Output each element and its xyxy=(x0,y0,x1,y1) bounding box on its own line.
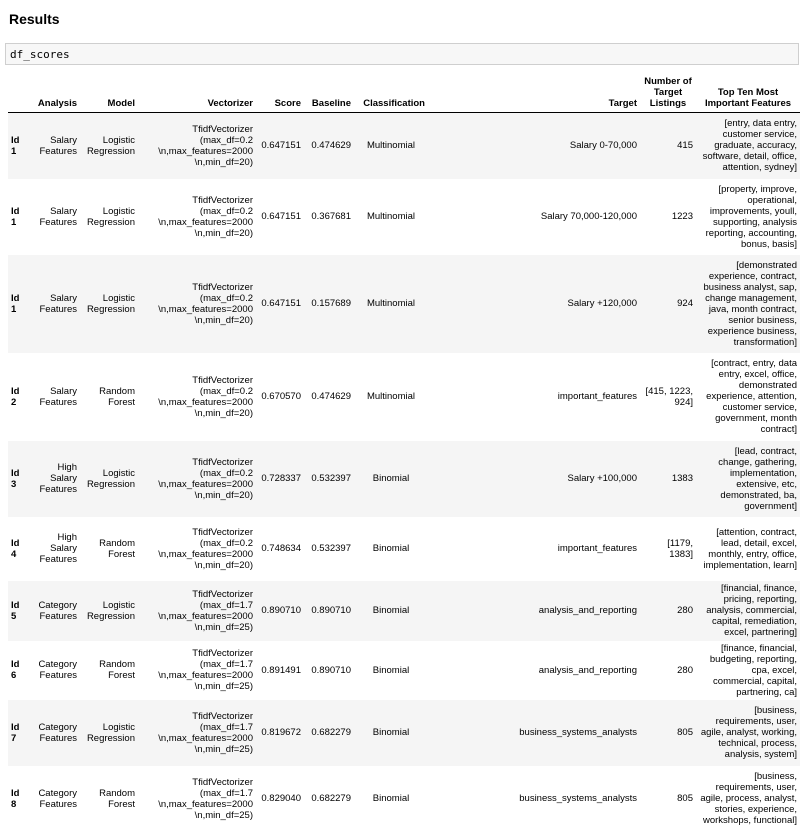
cell-model: Random Forest xyxy=(99,659,135,681)
cell-vectorizer: TfidfVectorizer (max_df=1.7 \n,max_features=2000 \n,min_df=25) xyxy=(158,776,253,821)
cell-analysis: High Salary Features xyxy=(39,462,77,495)
cell-classification: Binomial xyxy=(372,543,410,554)
cell-id: Id 3 xyxy=(11,467,20,490)
cell-features: [entry, data entry, customer service, graduate, accuracy, software, detail, office, attention, sydney] xyxy=(702,118,797,174)
cell-vectorizer: TfidfVectorizer (max_df=1.7 \n,max_features=2000 \n,min_df=25) xyxy=(158,588,253,633)
cell-listings: 805 xyxy=(677,727,693,738)
cell-target: Salary +100,000 xyxy=(567,473,637,484)
cell-score: 0.670570 xyxy=(261,391,301,402)
cell-baseline: 0.890710 xyxy=(311,664,351,676)
cell-model: Logistic Regression xyxy=(86,721,135,744)
cell-baseline: 0.682279 xyxy=(311,727,351,738)
cell-classification: Binomial xyxy=(372,664,410,676)
cell-model: Logistic Regression xyxy=(86,134,135,157)
table-row xyxy=(8,441,800,517)
cell-baseline: 0.367681 xyxy=(311,211,351,222)
cell-baseline: 0.682279 xyxy=(311,793,351,804)
dataframe-table xyxy=(8,73,800,832)
cell-score: 0.728337 xyxy=(261,473,301,484)
cell-model: Random Forest xyxy=(99,787,135,810)
table-row xyxy=(8,113,800,179)
cell-id: Id 8 xyxy=(11,787,20,810)
cell-baseline: 0.474629 xyxy=(311,391,351,402)
cell-id: Id 7 xyxy=(11,721,20,744)
cell-score: 0.647151 xyxy=(261,298,301,309)
code-cell[interactable] xyxy=(5,43,799,65)
cell-id: Id 1 xyxy=(11,292,20,315)
cell-classification: Multinomial xyxy=(366,140,416,152)
cell-features: [business, requirements, user, agile, process, analyst, stories, experience, workshops, functional] xyxy=(700,771,797,826)
cell-analysis: Category Features xyxy=(38,659,77,681)
table-row xyxy=(8,517,800,581)
cell-listings: 415 xyxy=(677,140,693,152)
table-row xyxy=(8,700,800,766)
cell-score: 0.891491 xyxy=(261,664,301,676)
column-header: Top Ten Most Important Features xyxy=(696,73,800,113)
table-row xyxy=(8,353,800,441)
cell-features: [property, improve, operational, improvements, youll, supporting, analysis reporting, accounting, bonus, basis] xyxy=(705,183,797,250)
cell-vectorizer: TfidfVectorizer (max_df=1.7 \n,max_features=2000 \n,min_df=25) xyxy=(158,710,253,755)
table-header-row xyxy=(8,73,800,113)
cell-analysis: Category Features xyxy=(38,599,77,622)
cell-features: [finance, financial, budgeting, reporting, cpa, excel, commercial, capital, partnering, ca] xyxy=(709,642,797,698)
cell-model: Random Forest xyxy=(99,537,135,560)
table-row xyxy=(8,179,800,255)
cell-id: Id 1 xyxy=(11,134,20,157)
cell-vectorizer: TfidfVectorizer (max_df=0.2 \n,max_features=2000 \n,min_df=20) xyxy=(158,526,253,571)
column-header: Baseline xyxy=(304,73,354,113)
cell-classification: Binomial xyxy=(372,727,410,738)
cell-vectorizer: TfidfVectorizer (max_df=1.7 \n,max_features=2000 \n,min_df=25) xyxy=(158,648,253,692)
cell-features: [lead, contract, change, gathering, implementation, extensive, etc, demonstrated, ba, government] xyxy=(718,445,797,512)
cell-listings: 805 xyxy=(677,793,693,804)
cell-baseline: 0.890710 xyxy=(311,605,351,616)
cell-baseline: 0.474629 xyxy=(311,140,351,152)
cell-features: [attention, contract, lead, detail, excel, monthly, entry, office, implementation, learn] xyxy=(703,526,797,571)
cell-score: 0.647151 xyxy=(261,211,301,222)
cell-target: Salary +120,000 xyxy=(567,298,637,309)
cell-score: 0.647151 xyxy=(261,140,301,152)
cell-id: Id 6 xyxy=(11,659,20,681)
cell-analysis: High Salary Features xyxy=(39,532,77,565)
cell-score: 0.819672 xyxy=(261,727,301,738)
cell-target: important_features xyxy=(557,391,637,402)
cell-model: Logistic Regression xyxy=(86,467,135,490)
cell-analysis: Salary Features xyxy=(39,205,77,228)
cell-id: Id 1 xyxy=(11,205,20,228)
table-row xyxy=(8,766,800,832)
cell-target: analysis_and_reporting xyxy=(538,605,637,616)
cell-features: [demonstrated experience, contract, business analyst, sap, change management, java, month contract, senior business, experience business, transformation] xyxy=(703,259,797,348)
cell-model: Logistic Regression xyxy=(86,205,135,228)
cell-analysis: Salary Features xyxy=(39,292,77,315)
cell-vectorizer: TfidfVectorizer (max_df=0.2 \n,max_features=2000 \n,min_df=20) xyxy=(158,456,253,501)
cell-id: Id 2 xyxy=(11,385,20,408)
table-row xyxy=(8,255,800,353)
cell-analysis: Salary Features xyxy=(39,134,77,157)
cell-id: Id 5 xyxy=(11,599,20,622)
cell-baseline: 0.157689 xyxy=(311,298,351,309)
cell-features: [contract, entry, data entry, excel, office, demonstrated experience, attention, customer service, government, month contract] xyxy=(706,358,797,435)
column-header: Analysis xyxy=(28,73,80,113)
cell-classification: Multinomial xyxy=(366,298,416,309)
column-header: Vectorizer xyxy=(138,73,256,113)
cell-analysis: Category Features xyxy=(38,721,77,744)
column-header: Score xyxy=(256,73,304,113)
cell-listings: [1179, 1383] xyxy=(667,537,693,560)
cell-target: Salary 0-70,000 xyxy=(569,140,637,152)
cell-model: Logistic Regression xyxy=(86,599,135,622)
cell-model: Logistic Regression xyxy=(86,292,135,315)
cell-vectorizer: TfidfVectorizer (max_df=0.2 \n,max_features=2000 \n,min_df=20) xyxy=(158,281,253,326)
cell-analysis: Salary Features xyxy=(39,385,77,408)
cell-vectorizer: TfidfVectorizer (max_df=0.2 \n,max_features=2000 \n,min_df=20) xyxy=(158,374,253,419)
cell-classification: Binomial xyxy=(372,473,410,484)
cell-vectorizer: TfidfVectorizer (max_df=0.2 \n,max_features=2000 \n,min_df=20) xyxy=(158,194,253,239)
cell-target: business_systems_analysts xyxy=(519,727,637,738)
cell-score: 0.748634 xyxy=(261,543,301,554)
cell-classification: Binomial xyxy=(372,793,410,804)
cell-analysis: Category Features xyxy=(38,787,77,810)
section-title: Results xyxy=(9,11,60,27)
cell-classification: Multinomial xyxy=(366,391,416,402)
cell-features: [financial, finance, pricing, reporting, analysis, commercial, capital, remediation, excel, partnering] xyxy=(706,583,797,638)
cell-model: Random Forest xyxy=(99,385,135,408)
cell-listings: [415, 1223, 924] xyxy=(645,385,693,408)
cell-baseline: 0.532397 xyxy=(311,543,351,554)
cell-listings: 924 xyxy=(677,298,693,309)
cell-features: [business, requirements, user, agile, analyst, working, technical, process, analysis, system] xyxy=(700,705,797,760)
code-text: df_scores xyxy=(10,48,70,61)
cell-listings: 1383 xyxy=(671,473,693,484)
cell-listings: 1223 xyxy=(671,211,693,222)
column-header: Model xyxy=(80,73,138,113)
column-header xyxy=(8,73,28,113)
column-header: Number of Target Listings xyxy=(640,73,696,113)
column-header: Target xyxy=(428,73,640,113)
cell-target: Salary 70,000-120,000 xyxy=(540,211,637,222)
cell-classification: Multinomial xyxy=(366,211,416,222)
cell-baseline: 0.532397 xyxy=(311,473,351,484)
column-header: Classification xyxy=(354,73,428,113)
cell-target: important_features xyxy=(557,543,637,554)
table-row xyxy=(8,641,800,700)
cell-score: 0.890710 xyxy=(261,605,301,616)
cell-classification: Binomial xyxy=(372,605,410,616)
cell-score: 0.829040 xyxy=(261,793,301,804)
table-row xyxy=(8,581,800,641)
cell-listings: 280 xyxy=(677,605,693,616)
cell-target: analysis_and_reporting xyxy=(538,664,637,676)
cell-vectorizer: TfidfVectorizer (max_df=0.2 \n,max_features=2000 \n,min_df=20) xyxy=(158,123,253,168)
cell-target: business_systems_analysts xyxy=(519,793,637,804)
cell-listings: 280 xyxy=(677,664,693,676)
cell-id: Id 4 xyxy=(11,537,20,560)
